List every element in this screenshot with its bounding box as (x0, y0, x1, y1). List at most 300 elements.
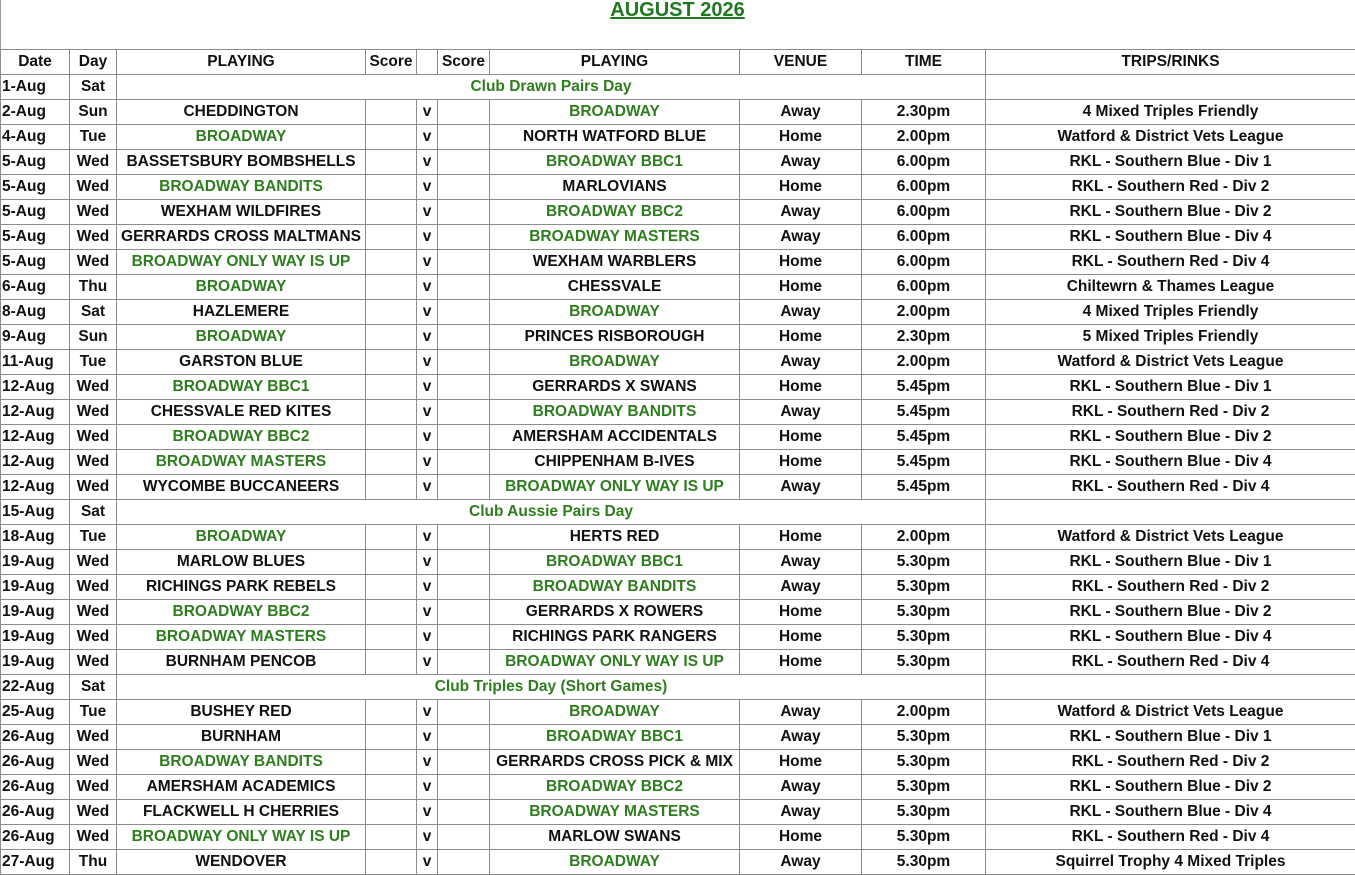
day-cell: Wed (70, 375, 117, 400)
day-cell: Tue (70, 350, 117, 375)
event-row (1, 675, 1355, 700)
venue-cell: Away (740, 850, 862, 875)
venue-cell: Away (740, 475, 862, 500)
away-score-cell (438, 250, 490, 275)
venue-cell: Home (740, 600, 862, 625)
trips-rinks-cell: RKL - Southern Blue - Div 1 (986, 375, 1355, 400)
header-date: Date (1, 50, 70, 75)
away-team-cell: WEXHAM WARBLERS (490, 250, 740, 275)
home-score-cell (366, 425, 417, 450)
trips-rinks-cell: RKL - Southern Red - Div 4 (986, 650, 1355, 675)
fixture-row (1, 150, 1355, 175)
away-score-cell (438, 700, 490, 725)
venue-cell: Home (740, 825, 862, 850)
versus-cell: v (417, 850, 438, 875)
home-team-cell: BROADWAY (117, 325, 366, 350)
time-cell: 6.00pm (862, 275, 986, 300)
away-team-cell: BROADWAY (490, 700, 740, 725)
away-score-cell (438, 525, 490, 550)
home-team-cell: BROADWAY BBC2 (117, 425, 366, 450)
trips-rinks-cell (986, 675, 1355, 700)
day-cell: Sun (70, 100, 117, 125)
away-score-cell (438, 325, 490, 350)
away-score-cell (438, 100, 490, 125)
fixture-row (1, 550, 1355, 575)
venue-cell: Away (740, 400, 862, 425)
versus-cell: v (417, 700, 438, 725)
club-event-cell: Club Drawn Pairs Day (117, 75, 986, 100)
venue-cell: Away (740, 775, 862, 800)
trips-rinks-cell: RKL - Southern Blue - Div 4 (986, 450, 1355, 475)
date-cell: 19-Aug (1, 550, 70, 575)
versus-cell: v (417, 200, 438, 225)
venue-cell: Away (740, 100, 862, 125)
home-score-cell (366, 475, 417, 500)
venue-cell: Home (740, 650, 862, 675)
versus-cell: v (417, 375, 438, 400)
date-cell: 26-Aug (1, 775, 70, 800)
away-team-cell: MARLOW SWANS (490, 825, 740, 850)
home-score-cell (366, 100, 417, 125)
home-score-cell (366, 450, 417, 475)
versus-cell: v (417, 525, 438, 550)
away-score-cell (438, 150, 490, 175)
time-cell: 6.00pm (862, 250, 986, 275)
home-team-cell: BROADWAY (117, 125, 366, 150)
fixture-row (1, 625, 1355, 650)
home-score-cell (366, 800, 417, 825)
fixture-row (1, 825, 1355, 850)
date-cell: 5-Aug (1, 175, 70, 200)
trips-rinks-cell: RKL - Southern Red - Div 2 (986, 575, 1355, 600)
day-cell: Wed (70, 650, 117, 675)
away-team-cell: BROADWAY MASTERS (490, 225, 740, 250)
venue-cell: Away (740, 200, 862, 225)
home-score-cell (366, 200, 417, 225)
day-cell: Tue (70, 125, 117, 150)
time-cell: 5.45pm (862, 400, 986, 425)
fixture-row (1, 450, 1355, 475)
date-cell: 19-Aug (1, 575, 70, 600)
day-cell: Wed (70, 400, 117, 425)
day-cell: Sun (70, 325, 117, 350)
trips-rinks-cell: Watford & District Vets League (986, 700, 1355, 725)
fixtures-table (0, 49, 1355, 875)
away-team-cell: BROADWAY BBC2 (490, 200, 740, 225)
trips-rinks-cell: Watford & District Vets League (986, 350, 1355, 375)
trips-rinks-cell: Squirrel Trophy 4 Mixed Triples (986, 850, 1355, 875)
day-cell: Thu (70, 850, 117, 875)
day-cell: Wed (70, 725, 117, 750)
away-score-cell (438, 650, 490, 675)
home-team-cell: BROADWAY BBC2 (117, 600, 366, 625)
fixture-row (1, 350, 1355, 375)
home-score-cell (366, 350, 417, 375)
trips-rinks-cell: RKL - Southern Red - Div 4 (986, 825, 1355, 850)
header-playing-away: PLAYING (490, 50, 740, 75)
home-team-cell: HAZLEMERE (117, 300, 366, 325)
day-cell: Wed (70, 625, 117, 650)
day-cell: Wed (70, 150, 117, 175)
away-team-cell: CHESSVALE (490, 275, 740, 300)
fixture-row (1, 300, 1355, 325)
home-team-cell: BROADWAY BANDITS (117, 750, 366, 775)
fixture-row (1, 100, 1355, 125)
time-cell: 2.30pm (862, 325, 986, 350)
trips-rinks-cell: RKL - Southern Blue - Div 4 (986, 625, 1355, 650)
time-cell: 2.00pm (862, 300, 986, 325)
date-cell: 19-Aug (1, 625, 70, 650)
home-score-cell (366, 275, 417, 300)
away-team-cell: HERTS RED (490, 525, 740, 550)
fixture-row (1, 325, 1355, 350)
fixture-row (1, 750, 1355, 775)
away-team-cell: BROADWAY (490, 300, 740, 325)
home-team-cell: GERRARDS CROSS MALTMANS (117, 225, 366, 250)
date-cell: 19-Aug (1, 650, 70, 675)
date-cell: 15-Aug (1, 500, 70, 525)
club-event-cell: Club Triples Day (Short Games) (117, 675, 986, 700)
time-cell: 5.30pm (862, 575, 986, 600)
date-cell: 12-Aug (1, 475, 70, 500)
home-team-cell: BROADWAY MASTERS (117, 450, 366, 475)
date-cell: 12-Aug (1, 375, 70, 400)
venue-cell: Home (740, 375, 862, 400)
date-cell: 27-Aug (1, 850, 70, 875)
header-score-away: Score (438, 50, 490, 75)
away-score-cell (438, 225, 490, 250)
venue-cell: Home (740, 325, 862, 350)
date-cell: 19-Aug (1, 600, 70, 625)
date-cell: 11-Aug (1, 350, 70, 375)
fixture-row (1, 125, 1355, 150)
date-cell: 22-Aug (1, 675, 70, 700)
venue-cell: Away (740, 550, 862, 575)
page-title: AUGUST 2026 (0, 0, 1355, 23)
away-score-cell (438, 375, 490, 400)
date-cell: 12-Aug (1, 425, 70, 450)
header-day: Day (70, 50, 117, 75)
away-score-cell (438, 400, 490, 425)
home-team-cell: FLACKWELL H CHERRIES (117, 800, 366, 825)
fixture-row (1, 225, 1355, 250)
time-cell: 5.30pm (862, 625, 986, 650)
home-team-cell: BROADWAY ONLY WAY IS UP (117, 825, 366, 850)
time-cell: 5.30pm (862, 825, 986, 850)
venue-cell: Home (740, 525, 862, 550)
away-score-cell (438, 600, 490, 625)
home-team-cell: MARLOW BLUES (117, 550, 366, 575)
home-score-cell (366, 400, 417, 425)
away-score-cell (438, 425, 490, 450)
day-cell: Tue (70, 525, 117, 550)
versus-cell: v (417, 600, 438, 625)
home-score-cell (366, 725, 417, 750)
away-team-cell: PRINCES RISBOROUGH (490, 325, 740, 350)
fixture-row (1, 275, 1355, 300)
home-score-cell (366, 650, 417, 675)
venue-cell: Home (740, 425, 862, 450)
fixture-row (1, 175, 1355, 200)
fixtures-body (1, 75, 1355, 875)
home-score-cell (366, 550, 417, 575)
away-score-cell (438, 725, 490, 750)
home-team-cell: WEXHAM WILDFIRES (117, 200, 366, 225)
away-team-cell: BROADWAY ONLY WAY IS UP (490, 475, 740, 500)
date-cell: 12-Aug (1, 400, 70, 425)
time-cell: 2.00pm (862, 700, 986, 725)
venue-cell: Home (740, 625, 862, 650)
date-cell: 5-Aug (1, 150, 70, 175)
home-team-cell: BROADWAY BBC1 (117, 375, 366, 400)
versus-cell: v (417, 575, 438, 600)
away-score-cell (438, 850, 490, 875)
away-team-cell: MARLOVIANS (490, 175, 740, 200)
trips-rinks-cell: Watford & District Vets League (986, 125, 1355, 150)
venue-cell: Away (740, 700, 862, 725)
away-team-cell: BROADWAY BBC1 (490, 150, 740, 175)
fixture-row (1, 700, 1355, 725)
time-cell: 5.30pm (862, 550, 986, 575)
trips-rinks-cell: RKL - Southern Blue - Div 1 (986, 550, 1355, 575)
home-score-cell (366, 575, 417, 600)
versus-cell: v (417, 750, 438, 775)
trips-rinks-cell: RKL - Southern Blue - Div 1 (986, 725, 1355, 750)
day-cell: Wed (70, 575, 117, 600)
versus-cell: v (417, 150, 438, 175)
away-team-cell: AMERSHAM ACCIDENTALS (490, 425, 740, 450)
time-cell: 2.30pm (862, 100, 986, 125)
venue-cell: Home (740, 175, 862, 200)
away-team-cell: GERRARDS X SWANS (490, 375, 740, 400)
versus-cell: v (417, 400, 438, 425)
date-cell: 5-Aug (1, 200, 70, 225)
venue-cell: Away (740, 300, 862, 325)
trips-rinks-cell: RKL - Southern Red - Div 2 (986, 400, 1355, 425)
day-cell: Tue (70, 700, 117, 725)
away-team-cell: BROADWAY (490, 850, 740, 875)
date-cell: 5-Aug (1, 225, 70, 250)
time-cell: 5.30pm (862, 600, 986, 625)
venue-cell: Away (740, 575, 862, 600)
versus-cell: v (417, 450, 438, 475)
day-cell: Sat (70, 75, 117, 100)
away-score-cell (438, 550, 490, 575)
trips-rinks-cell: RKL - Southern Blue - Div 1 (986, 150, 1355, 175)
away-team-cell: NORTH WATFORD BLUE (490, 125, 740, 150)
day-cell: Wed (70, 450, 117, 475)
day-cell: Thu (70, 275, 117, 300)
time-cell: 5.30pm (862, 750, 986, 775)
day-cell: Sat (70, 675, 117, 700)
versus-cell: v (417, 425, 438, 450)
home-team-cell: BROADWAY (117, 275, 366, 300)
day-cell: Wed (70, 800, 117, 825)
header-score-home: Score (366, 50, 417, 75)
venue-cell: Home (740, 275, 862, 300)
day-cell: Wed (70, 200, 117, 225)
trips-rinks-cell: RKL - Southern Red - Div 4 (986, 475, 1355, 500)
venue-cell: Away (740, 150, 862, 175)
home-team-cell: CHESSVALE RED KITES (117, 400, 366, 425)
date-cell: 8-Aug (1, 300, 70, 325)
trips-rinks-cell (986, 75, 1355, 100)
day-cell: Wed (70, 550, 117, 575)
venue-cell: Away (740, 800, 862, 825)
fixture-row (1, 650, 1355, 675)
venue-cell: Away (740, 225, 862, 250)
venue-cell: Away (740, 350, 862, 375)
fixture-row (1, 525, 1355, 550)
versus-cell: v (417, 325, 438, 350)
trips-rinks-cell: RKL - Southern Blue - Div 2 (986, 775, 1355, 800)
fixture-row (1, 775, 1355, 800)
away-score-cell (438, 475, 490, 500)
away-team-cell: RICHINGS PARK RANGERS (490, 625, 740, 650)
time-cell: 2.00pm (862, 350, 986, 375)
trips-rinks-cell: 4 Mixed Triples Friendly (986, 100, 1355, 125)
away-team-cell: BROADWAY BANDITS (490, 400, 740, 425)
date-cell: 1-Aug (1, 75, 70, 100)
fixture-row (1, 400, 1355, 425)
home-score-cell (366, 375, 417, 400)
fixture-row (1, 725, 1355, 750)
home-score-cell (366, 750, 417, 775)
header-versus (417, 50, 438, 75)
home-score-cell (366, 850, 417, 875)
home-score-cell (366, 125, 417, 150)
home-score-cell (366, 175, 417, 200)
home-team-cell: BURNHAM PENCOB (117, 650, 366, 675)
date-cell: 26-Aug (1, 725, 70, 750)
away-score-cell (438, 450, 490, 475)
time-cell: 5.45pm (862, 475, 986, 500)
away-score-cell (438, 825, 490, 850)
time-cell: 5.45pm (862, 450, 986, 475)
home-score-cell (366, 600, 417, 625)
versus-cell: v (417, 100, 438, 125)
versus-cell: v (417, 825, 438, 850)
time-cell: 6.00pm (862, 200, 986, 225)
home-score-cell (366, 300, 417, 325)
time-cell: 5.30pm (862, 800, 986, 825)
date-cell: 6-Aug (1, 275, 70, 300)
fixture-row (1, 850, 1355, 875)
fixture-row (1, 425, 1355, 450)
date-cell: 9-Aug (1, 325, 70, 350)
header-playing-home: PLAYING (117, 50, 366, 75)
trips-rinks-cell: 4 Mixed Triples Friendly (986, 300, 1355, 325)
home-score-cell (366, 825, 417, 850)
versus-cell: v (417, 275, 438, 300)
home-score-cell (366, 150, 417, 175)
day-cell: Wed (70, 825, 117, 850)
versus-cell: v (417, 475, 438, 500)
day-cell: Wed (70, 425, 117, 450)
versus-cell: v (417, 300, 438, 325)
venue-cell: Home (740, 125, 862, 150)
trips-rinks-cell: RKL - Southern Red - Div 2 (986, 175, 1355, 200)
trips-rinks-cell: RKL - Southern Blue - Div 2 (986, 200, 1355, 225)
home-score-cell (366, 225, 417, 250)
trips-rinks-cell: RKL - Southern Blue - Div 2 (986, 425, 1355, 450)
versus-cell: v (417, 775, 438, 800)
time-cell: 5.30pm (862, 850, 986, 875)
day-cell: Wed (70, 250, 117, 275)
trips-rinks-cell: RKL - Southern Blue - Div 4 (986, 225, 1355, 250)
header-trips-rinks: TRIPS/RINKS (986, 50, 1355, 75)
versus-cell: v (417, 800, 438, 825)
home-team-cell: BROADWAY (117, 525, 366, 550)
home-team-cell: BROADWAY ONLY WAY IS UP (117, 250, 366, 275)
time-cell: 6.00pm (862, 225, 986, 250)
versus-cell: v (417, 175, 438, 200)
time-cell: 5.30pm (862, 650, 986, 675)
away-score-cell (438, 275, 490, 300)
away-score-cell (438, 575, 490, 600)
header-venue: VENUE (740, 50, 862, 75)
date-cell: 18-Aug (1, 525, 70, 550)
away-score-cell (438, 750, 490, 775)
away-score-cell (438, 625, 490, 650)
venue-cell: Home (740, 450, 862, 475)
home-team-cell: WENDOVER (117, 850, 366, 875)
time-cell: 6.00pm (862, 175, 986, 200)
away-score-cell (438, 125, 490, 150)
away-team-cell: BROADWAY ONLY WAY IS UP (490, 650, 740, 675)
home-team-cell: WYCOMBE BUCCANEERS (117, 475, 366, 500)
trips-rinks-cell: RKL - Southern Red - Div 2 (986, 750, 1355, 775)
time-cell: 5.30pm (862, 725, 986, 750)
versus-cell: v (417, 350, 438, 375)
home-team-cell: BROADWAY MASTERS (117, 625, 366, 650)
home-team-cell: BASSETSBURY BOMBSHELLS (117, 150, 366, 175)
away-team-cell: BROADWAY BBC1 (490, 725, 740, 750)
home-team-cell: RICHINGS PARK REBELS (117, 575, 366, 600)
away-score-cell (438, 200, 490, 225)
trips-rinks-cell: RKL - Southern Blue - Div 2 (986, 600, 1355, 625)
venue-cell: Home (740, 250, 862, 275)
time-cell: 2.00pm (862, 525, 986, 550)
versus-cell: v (417, 550, 438, 575)
home-score-cell (366, 250, 417, 275)
date-cell: 5-Aug (1, 250, 70, 275)
versus-cell: v (417, 625, 438, 650)
date-cell: 4-Aug (1, 125, 70, 150)
date-cell: 12-Aug (1, 450, 70, 475)
trips-rinks-cell: RKL - Southern Blue - Div 4 (986, 800, 1355, 825)
away-team-cell: BROADWAY MASTERS (490, 800, 740, 825)
day-cell: Wed (70, 750, 117, 775)
away-team-cell: CHIPPENHAM B-IVES (490, 450, 740, 475)
venue-cell: Home (740, 750, 862, 775)
away-team-cell: BROADWAY BANDITS (490, 575, 740, 600)
day-cell: Wed (70, 175, 117, 200)
home-team-cell: AMERSHAM ACADEMICS (117, 775, 366, 800)
time-cell: 5.30pm (862, 775, 986, 800)
fixture-row (1, 475, 1355, 500)
away-team-cell: BROADWAY BBC2 (490, 775, 740, 800)
date-cell: 2-Aug (1, 100, 70, 125)
fixture-row (1, 250, 1355, 275)
home-score-cell (366, 775, 417, 800)
away-score-cell (438, 775, 490, 800)
away-score-cell (438, 175, 490, 200)
fixture-row (1, 600, 1355, 625)
versus-cell: v (417, 250, 438, 275)
versus-cell: v (417, 725, 438, 750)
day-cell: Sat (70, 300, 117, 325)
